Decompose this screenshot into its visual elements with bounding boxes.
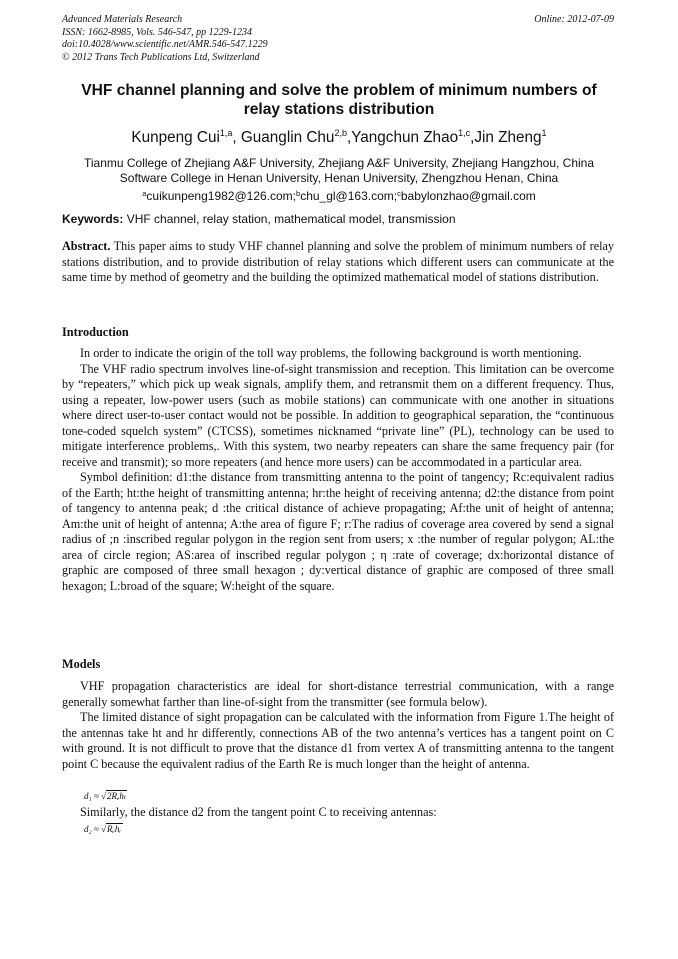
models-body	[62, 679, 614, 772]
copyright-line: © 2012 Trans Tech Publications Ltd, Switzerland	[62, 51, 260, 63]
keywords-label: Keywords:	[62, 212, 124, 226]
email-line	[62, 186, 616, 204]
paragraph: The limited distance of sight propagation can be calculated with the information from Figure 1.The height of the antennas take ht and hr differently, connections AB of the two antenna’s vertices has a tangent point on C with ground. It is not difficult to prove that the distance d1 from vertex A of transmitting antenna to the tangent point C because the equivalent radius of the Earth Re is much longer than the height of antenna.	[62, 710, 614, 771]
paragraph: The VHF radio spectrum involves line-of-sight transmission and reception. This limitation can be overcome by “repeaters,” which pick up weak signals, amplify them, and retransmit them on a different frequency. Thus, using a repeater, low-power users (such as mobile stations) can communicate with one another in situations where direct user-to-user contact would not be possible. In addition to geographical separation, the “continuous tone-coded squelch system” (CTCSS), sometimes nicknamed “private line” (PL), technology can be used to mitigate interference problems,. With this system, two nearby repeaters can share the same frequency pair (for receive and transmit); so more repeaters (and hence more users) can be accommodated in a particular area.	[62, 361, 614, 469]
paragraph: In order to indicate the origin of the toll way problems, the following background is worth mentioning.	[80, 346, 582, 360]
keywords-text: VHF channel, relay station, mathematical model, transmission	[123, 212, 456, 226]
paragraph: Similarly, the distance d2 from the tangent point C to receiving antennas:	[80, 805, 437, 819]
issn-line: ISSN: 1662-8985, Vols. 546-547, pp 1229-1234	[62, 26, 252, 38]
paragraph: Symbol definition: d1:the distance from transmitting antenna to the point of tangency; Rc:equivalent radius of the Earth; ht:the height of transmitting antenna; hr:the height of receiving antenna; d2:the distance from point of tangency to antenna peak; d :the critical distance of achieve propagating; Af:the unit of height of antenna; Am:the unit of height of antenna; A:the area of figure F; r:The radius of coverage area covered by send a signal radius of ;n :inscribed regular polygon in the region sent from users; x :the number of regular polygon; AL:the area of circle region; AS:area of inscribed regular polygon ; η :rate of coverage; dx:horizontal distance of graphic are composed of three small hexagon ; dy:vertical distance of graphic are composed of three small hexagon; L:broad of the square; W:height of the square.	[62, 470, 614, 593]
paragraph: VHF propagation characteristics are ideal for short-distance terrestrial communication, with a range generally somewhat farther than line-of-sight from the transmitter (see formula below).	[62, 679, 614, 709]
email-mark: b	[296, 189, 301, 198]
section-heading-introduction: Introduction	[62, 325, 129, 339]
title-line-1: VHF channel planning and solve the problem of minimum numbers of	[81, 82, 597, 99]
equation-radicand: 2Rₑhₜ	[107, 791, 127, 801]
equation-lhs: d₂ ≈	[84, 824, 99, 834]
affiliation-line-1: Tianmu College of Zhejiang A&F University, Zhejiang A&F University, Zhejiang Hangzhou, China	[83, 156, 595, 170]
author-list	[62, 128, 616, 147]
affiliation-line-2: Software College in Henan University, Henan University, Zhengzhou Henan, China	[119, 171, 559, 185]
introduction-body	[62, 346, 614, 594]
email-mark: c	[397, 189, 401, 198]
models-body-continued	[62, 805, 614, 821]
email-mark: a	[142, 189, 147, 198]
online-date: Online: 2012-07-09	[534, 14, 614, 25]
equation-d2: d₂ ≈ √Rₑhᵣ	[84, 824, 122, 834]
affiliations	[62, 156, 616, 204]
email-link[interactable]: babylonzhao@gmail.com	[400, 189, 536, 203]
author-name: Kunpeng Cui	[131, 129, 220, 146]
running-header	[62, 14, 268, 64]
abstract	[62, 239, 614, 286]
journal-name: Advanced Materials Research	[62, 14, 183, 25]
author-name: , Guanglin Chu	[232, 129, 335, 146]
keywords	[62, 212, 456, 226]
doi-line: doi:10.4028/www.scientific.net/AMR.546-547.1229	[62, 39, 268, 50]
equation-lhs: d₁ ≈	[84, 791, 99, 801]
author-name: ,Yangchun Zhao	[346, 129, 459, 146]
abstract-text: This paper aims to study VHF channel planning and solve the problem of minimum numbers of relay stations distribution, and to provide distribution of relay stations which different users can communicate at the same time by method of geometry and the building the optimized mathematical model of stations distribution.	[62, 239, 614, 284]
equation-d1: d₁ ≈ √2Rₑhₜ	[84, 791, 127, 801]
equation-radicand: Rₑhᵣ	[107, 824, 122, 834]
author-affil-mark: 2,b	[334, 128, 347, 138]
paper-title	[62, 81, 616, 119]
author-affil-mark: 1,c	[458, 128, 471, 138]
section-heading-models: Models	[62, 657, 101, 671]
author-affil-mark: 1	[541, 128, 547, 138]
email-link[interactable]: chu_gl@163.com;	[300, 189, 398, 203]
abstract-label: Abstract.	[62, 239, 111, 253]
title-line-2: relay stations distribution	[243, 101, 435, 118]
author-affil-mark: 1,a	[219, 128, 233, 138]
author-name: ,Jin Zheng	[470, 129, 542, 146]
email-link[interactable]: cuikunpeng1982@126.com;	[146, 189, 297, 203]
